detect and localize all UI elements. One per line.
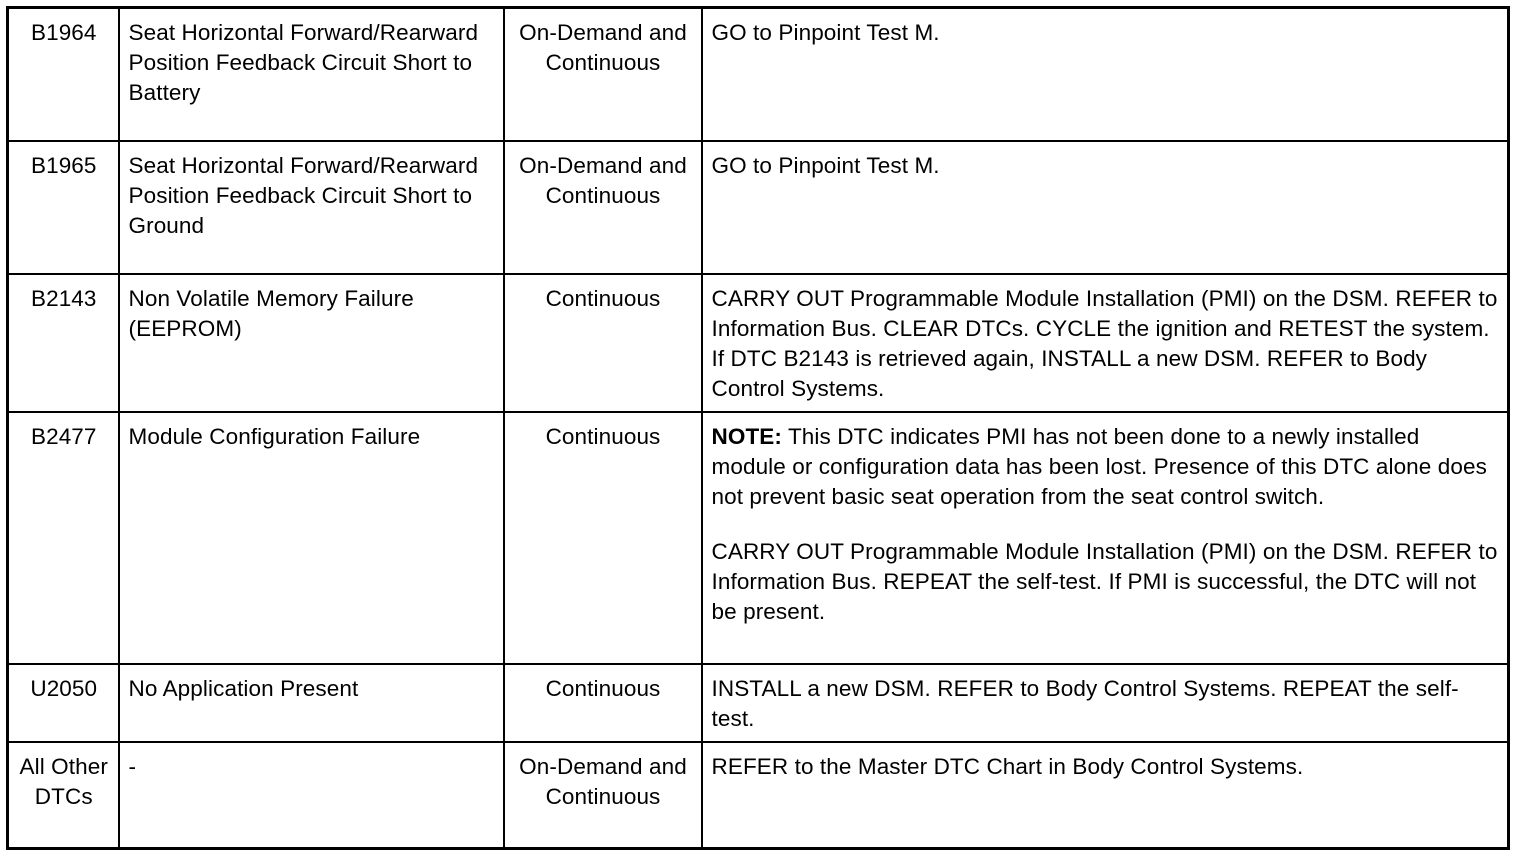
action-text: REFER to the Master DTC Chart in Body Control Systems. <box>711 754 1304 779</box>
dtc-description: Non Volatile Memory Failure (EEPROM) <box>119 274 504 412</box>
dtc-action <box>702 8 1509 142</box>
note-text: This DTC indicates PMI has not been done to a newly installed module or configuration data has been lost. Presence of this DTC alone does not prevent basic seat operation from the seat control switch. <box>711 424 1487 509</box>
dtc-mode: On-Demand and Continuous <box>504 742 702 849</box>
dtc-mode: Continuous <box>504 274 702 412</box>
dtc-code: U2050 <box>8 664 119 742</box>
dtc-action <box>702 141 1509 274</box>
table-row <box>8 742 1509 849</box>
dtc-code: B1965 <box>8 141 119 274</box>
action-text: CARRY OUT Programmable Module Installation (PMI) on the DSM. REFER to Information Bus. REPEAT the self-test. If PMI is successful, the DTC will not be present. <box>711 539 1498 624</box>
dtc-action <box>702 412 1509 664</box>
dtc-action <box>702 664 1509 742</box>
table-row <box>8 141 1509 274</box>
note-paragraph <box>712 422 1500 512</box>
table-row <box>8 664 1509 742</box>
action-text: INSTALL a new DSM. REFER to Body Control Systems. REPEAT the self-test. <box>711 676 1459 731</box>
action-text: CARRY OUT Programmable Module Installation (PMI) on the DSM. REFER to Information Bus. CLEAR DTCs. CYCLE the ignition and RETEST the system. If DTC B2143 is retrieved again, INSTALL a new DSM. REFER to Body Control Systems. <box>711 286 1498 401</box>
dtc-description: - <box>119 742 504 849</box>
dtc-code: B1964 <box>8 8 119 142</box>
dtc-code: All Other DTCs <box>8 742 119 849</box>
dtc-mode: On-Demand and Continuous <box>504 8 702 142</box>
dtc-description: Module Configuration Failure <box>119 412 504 664</box>
action-text: GO to Pinpoint Test M. <box>711 153 940 178</box>
dtc-description: Seat Horizontal Forward/Rearward Position Feedback Circuit Short to Ground <box>119 141 504 274</box>
dtc-mode: Continuous <box>504 664 702 742</box>
dtc-description: Seat Horizontal Forward/Rearward Position Feedback Circuit Short to Battery <box>119 8 504 142</box>
note-label: NOTE: <box>711 424 782 449</box>
dtc-action <box>702 274 1509 412</box>
action-text: GO to Pinpoint Test M. <box>711 20 940 45</box>
dtc-mode: On-Demand and Continuous <box>504 141 702 274</box>
table-row <box>8 274 1509 412</box>
dtc-action <box>702 742 1509 849</box>
dtc-code: B2477 <box>8 412 119 664</box>
table-row <box>8 8 1509 142</box>
dtc-mode: Continuous <box>504 412 702 664</box>
dtc-table <box>6 6 1510 850</box>
dtc-code: B2143 <box>8 274 119 412</box>
table-row <box>8 412 1509 664</box>
dtc-description: No Application Present <box>119 664 504 742</box>
